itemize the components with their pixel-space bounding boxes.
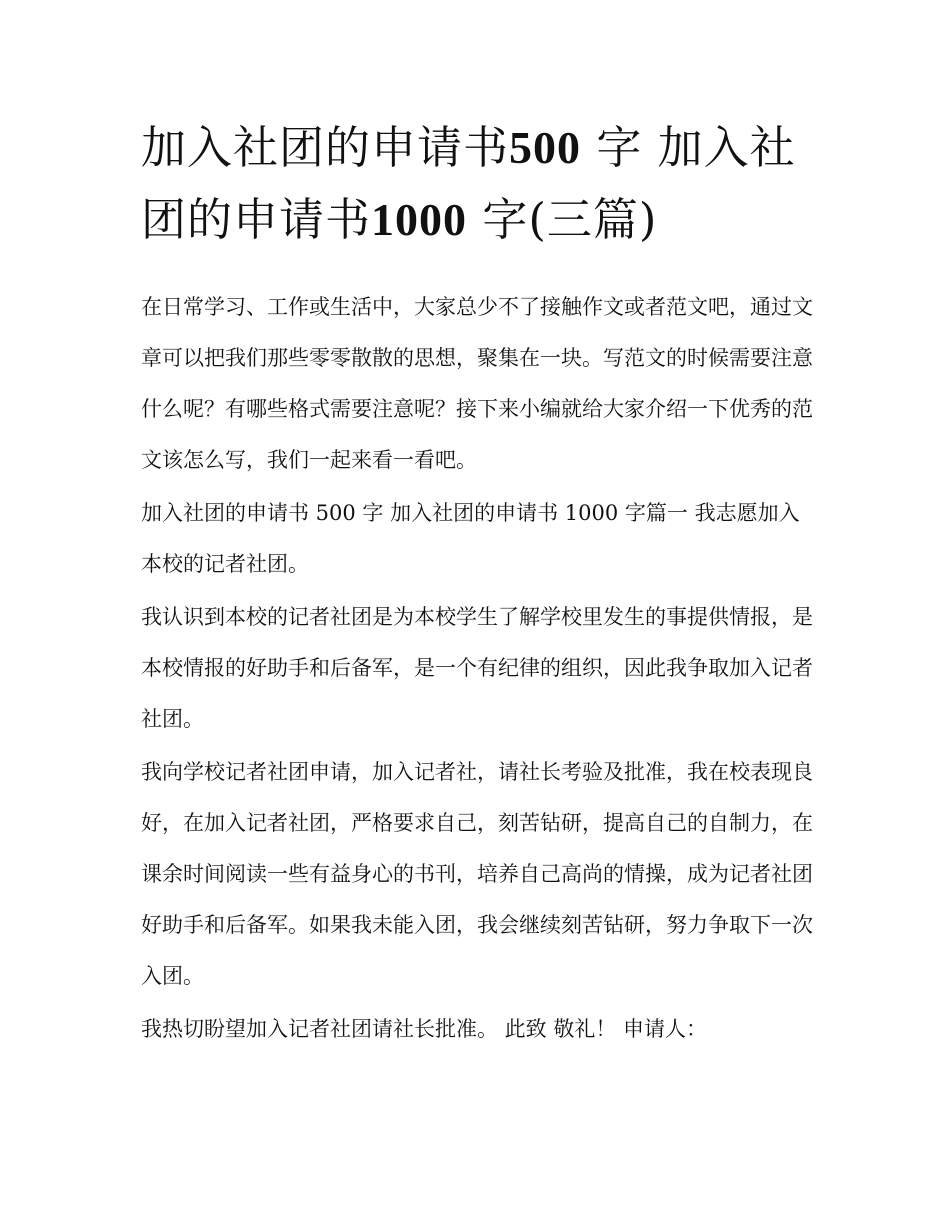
body-paragraph: 我向学校记者社团申请，加入记者社，请社长考验及批准，我在校表现良好，在加入记者社团，严格要求自己，刻苦钻研，提高自己的自制力，在课余时间阅读一些有益身心的书刊，培养自己高尚的情操，成为记者社团好助手和后备军。如果我未能入团，我会继续刻苦钻研，努力争取下一次入团。 [141,760,813,988]
intro-paragraph: 在日常学习、工作或生活中，大家总少不了接触作文或者范文吧，通过文章可以把我们那些零零散散的思想，聚集在一块。写范文的时候需要注意什么呢？有哪些格式需要注意呢？接下来小编就给大家介绍一下优秀的范文该怎么写，我们一起来看一看吧。 [141,295,813,472]
title-number-1: 500 [509,122,582,173]
title-number-2: 1000 [371,194,468,245]
body-paragraph: 我认识到本校的记者社团是为本校学生了解学校里发生的事提供情报，是本校情报的好助手和后备军，是一个有纪律的组织，因此我争取加入记者社团。 [141,605,813,731]
closing-paragraph: 我热切盼望加入记者社团请社长批准。 此致 敬礼！ 申请人： [141,1017,708,1041]
title-text-2: 字 加入社团的申请书 [141,121,796,246]
document-body [141,282,813,1055]
title-text-3: 字(三篇) [467,193,658,246]
document-title [141,112,813,256]
title-text-1: 加入社团的申请书 [141,121,510,174]
section-heading-paragraph: 加入社团的申请书 500 字 加入社团的申请书 1000 字篇一 我志愿加入本校的记者社团。 [141,501,800,576]
document-content [141,112,813,1057]
